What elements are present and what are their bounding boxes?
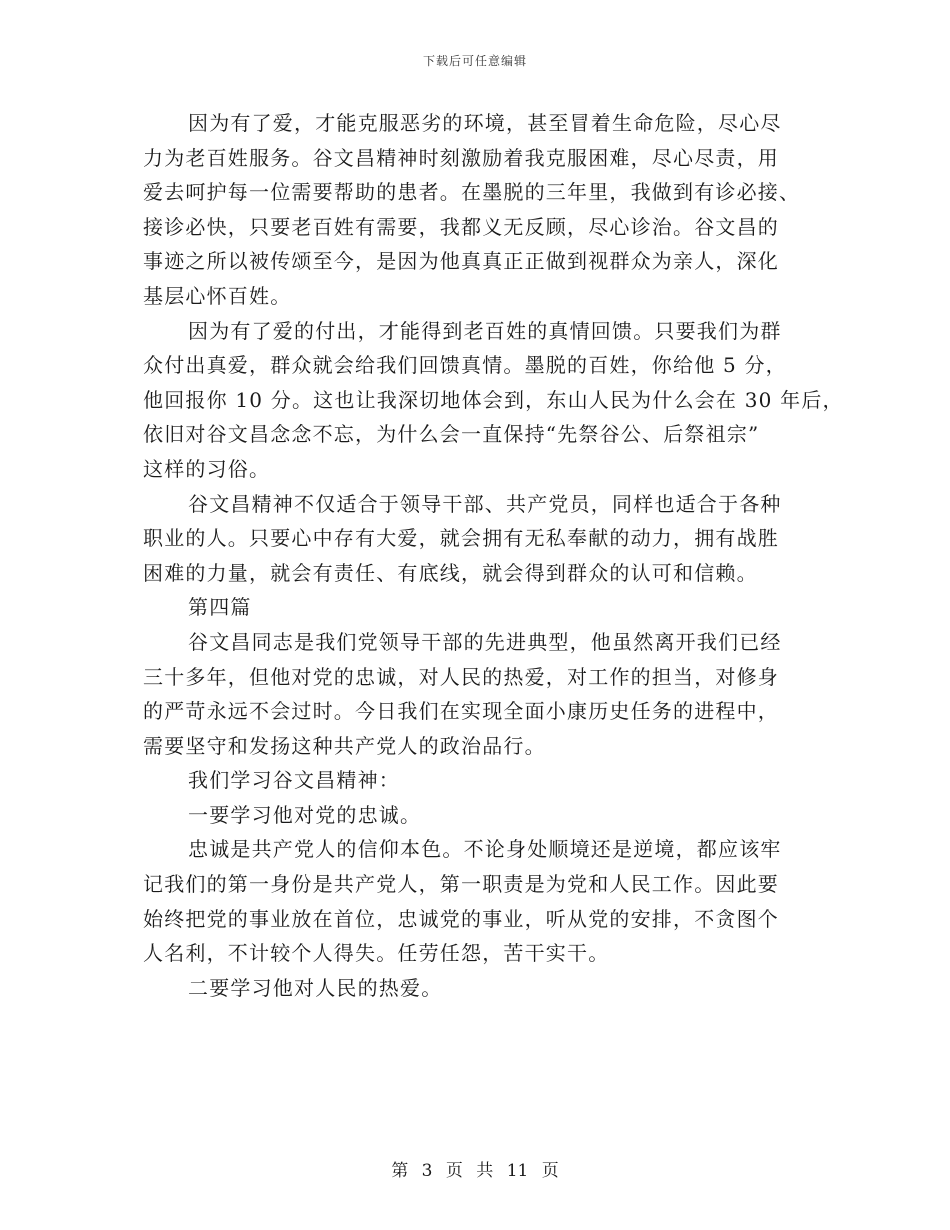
paragraph-line: 基层心怀百姓。 — [143, 283, 292, 308]
paragraph-start-line: 忠诚是共产党人的信仰本色。不论身处顺境还是逆境，都应该牢 — [188, 837, 782, 862]
paragraph-line: 众付出真爱，群众就会给我们回馈真情。墨脱的百姓，你给他 5 分， — [143, 353, 787, 378]
paragraph-start-line: 因为有了爱，才能克服恶劣的环境，甚至冒着生命危险，尽心尽 — [188, 111, 782, 135]
paragraph-line: 三十多年，但他对党的忠诚，对人民的热爱，对工作的担当，对修身 — [143, 664, 779, 689]
paragraph-start-line: 谷文昌同志是我们党领导干部的先进典型，他虽然离开我们已经 — [188, 629, 782, 654]
paragraph-start-line: 因为有了爱的付出，才能得到老百姓的真情回馈。只要我们为群 — [188, 318, 782, 343]
paragraph-line: 他回报你 10 分。这也让我深切地体会到，东山人民为什么会在 30 年后， — [143, 387, 844, 412]
paragraph-line: 职业的人。只要心中存有大爱，就会拥有无私奉献的动力，拥有战胜 — [143, 526, 779, 551]
document-body — [143, 106, 844, 1005]
paragraph-line: 始终把党的事业放在首位，忠诚党的事业，听从党的安排，不贪图个 — [143, 906, 779, 931]
page-number-footer: 第 3 页 共 11 页 — [391, 1161, 559, 1181]
paragraph-start-line: 我们学习谷文昌精神： — [188, 768, 400, 793]
paragraph-line: 的严苛永远不会过时。今日我们在实现全面小康历史任务的进程中， — [143, 699, 779, 724]
paragraph-line: 依旧对谷文昌念念不忘，为什么会一直保持“先祭谷公、后祭祖宗” — [143, 422, 760, 447]
paragraph-line: 需要坚守和发扬这种共产党人的政治品行。 — [143, 733, 546, 758]
paragraph-start-line: 第四篇 — [188, 595, 252, 620]
paragraph-line: 力为老百姓服务。谷文昌精神时刻激励着我克服困难，尽心尽责，用 — [143, 145, 779, 170]
paragraph-line: 记我们的第一身份是共产党人，第一职责是为党和人民工作。因此要 — [143, 872, 779, 897]
paragraph-line: 接诊必快，只要老百姓有需要，我都义无反顾，尽心诊治。谷文昌的 — [143, 214, 779, 239]
paragraph-line: 这样的习俗。 — [143, 456, 271, 481]
paragraph-start-line: 谷文昌精神不仅适合于领导干部、共产党员，同样也适合于各种 — [188, 491, 782, 516]
paragraph-line: 困难的力量，就会有责任、有底线，就会得到群众的认可和信赖。 — [143, 560, 758, 585]
paragraph-start-line: 一要学习他对党的忠诚。 — [188, 802, 422, 827]
page-header: 下载后可任意编辑 — [422, 54, 527, 68]
paragraph-line: 事迹之所以被传颂至今，是因为他真真正正做到视群众为亲人，深化 — [143, 249, 779, 274]
paragraph-start-line: 二要学习他对人民的热爱。 — [188, 975, 443, 1000]
paragraph-line: 人名利，不计较个人得失。任劳任怨，苦干实干。 — [143, 941, 610, 966]
paragraph-line: 爱去呵护每一位需要帮助的患者。在墨脱的三年里，我做到有诊必接、 — [143, 180, 801, 205]
